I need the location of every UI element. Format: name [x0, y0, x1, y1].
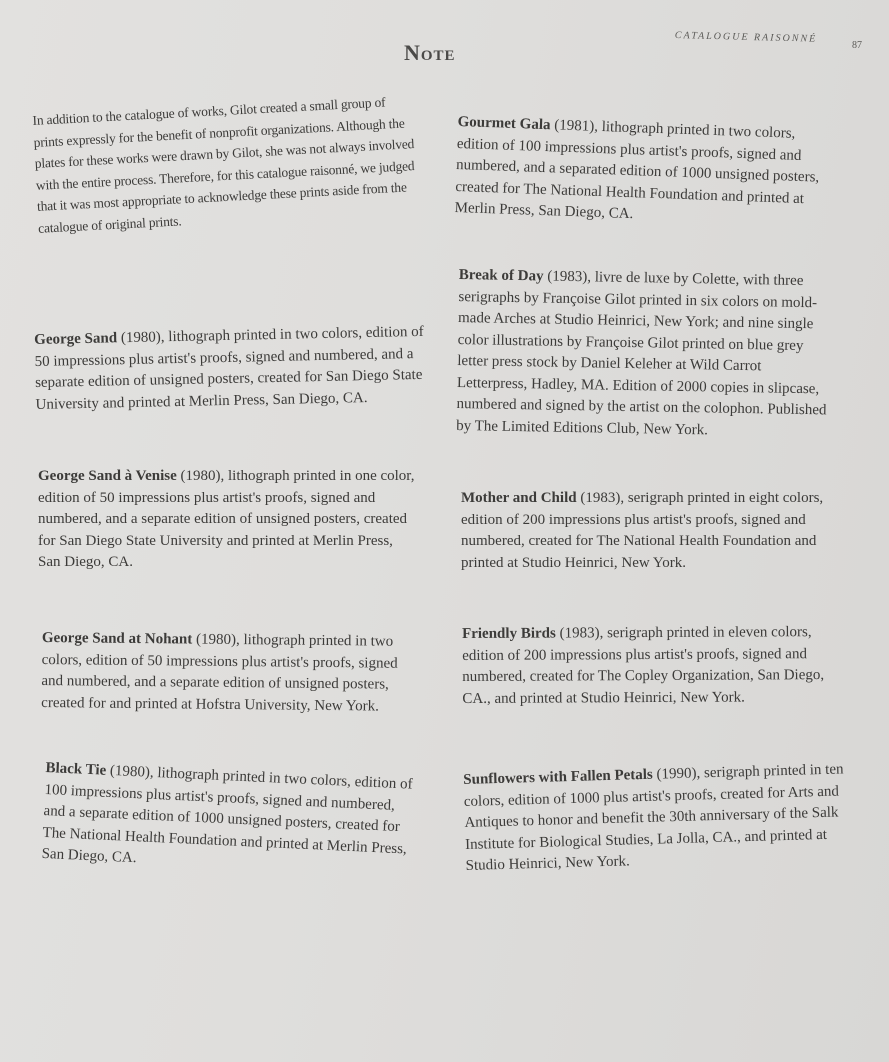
- entry-george-sand: [34, 322, 426, 416]
- entry-title: Friendly Birds: [462, 625, 556, 642]
- entry-text: (1983), livre de luxe by Colette, with three serigraphs by Françoise Gilot printed in six colors on mold-made Arches at Studio Heinrici, New York; and nine single color illustrations by Françoise Gilot printed on blue grey letter press stock by Daniel Keleher at Wild Carrot Letterpress, Hadley, MA. Edition of 2000 copies in slipcase, numbered and signed by the artist on the colophon. Published by The Limited Editions Club, New York.: [456, 268, 827, 438]
- entry-text: (1980), lithograph printed in two colors, edition of 50 impressions plus artist's proofs, signed and numbered, and a separate edition of unsigned posters, created for San Diego State University and printed at Merlin Press, San Diego, CA.: [34, 323, 424, 413]
- entry-mother-and-child: [461, 488, 843, 574]
- entry-text: (1983), serigraph printed in eleven colors, edition of 200 impressions plus artist's proofs, signed and numbered, created for The Copley Organization, San Diego, CA., and printed at Studio Heinrici, New York.: [462, 624, 825, 707]
- entry-title: George Sand at Nohant: [41, 629, 193, 648]
- intro-paragraph: In addition to the catalogue of works, Gilot created a small group of prints expressly for the benefit of nonprofit organizations. Although the plates for these works were drawn by Gilot, she was not always involved with the entire process. Therefore, for this catalogue raisonné, we judged that it was most appropriate to acknowledge these prints aside from the catalogue of original prints.: [32, 94, 415, 236]
- entry-gourmet-gala: [454, 112, 826, 232]
- entry-title: Gourmet Gala: [457, 113, 551, 134]
- entry-black-tie: [41, 758, 417, 882]
- entry-friendly-birds: [462, 622, 844, 710]
- entry-title: Black Tie: [45, 759, 107, 779]
- entry-title: George Sand: [34, 330, 118, 348]
- running-head: CATALOGUE RAISONNÉ: [674, 30, 818, 45]
- entry-george-sand-venise: [38, 466, 418, 574]
- entry-title: George Sand à Venise: [38, 468, 177, 484]
- entry-text: (1990), serigraph printed in ten colors, edition of 1000 plus artist's proofs, created for Arts and Antiques to honor and benefit the 30th anniversary of the Salk Institute for Biological Studies, La Jolla, CA., and printed at Studio Heinrici, New York.: [463, 761, 844, 874]
- entry-title: Sunflowers with Fallen Petals: [463, 766, 654, 788]
- entry-text: (1981), lithograph printed in two colors, edition of 100 impressions plus artist's proofs, signed and numbered, and a separated edition of 1000 unsigned posters, created for The National Health Foundation and printed at Merlin Press, San Diego, CA.: [454, 117, 820, 223]
- entry-break-of-day: [456, 265, 834, 444]
- entry-george-sand-nohant: [41, 628, 414, 718]
- entry-title: Break of Day: [458, 266, 544, 285]
- entry-text: (1980), lithograph printed in two colors, edition of 100 impressions plus artist's proofs, signed and numbered, and a separate edition of 1000 unsigned posters, created for The National Health Foundation and printed at Merlin Press, San Diego, CA.: [41, 762, 413, 867]
- entry-title: Mother and Child: [461, 490, 577, 506]
- entry-text: (1980), lithograph printed in two colors, edition of 50 impressions plus artist's proofs, signed and numbered, and a separate edition of unsigned posters, created for and printed at Hofstra University, New York.: [41, 631, 398, 715]
- page-number: 87: [852, 40, 862, 51]
- entry-text: (1980), lithograph printed in one color, edition of 50 impressions plus artist's proofs, signed and numbered, and a separate edition of unsigned posters, created for San Diego State University and printed at Merlin Press, San Diego, CA.: [38, 468, 415, 570]
- entry-sunflowers: [463, 759, 856, 877]
- page-title: Note: [404, 40, 456, 65]
- entry-text: (1983), serigraph printed in eight colors, edition of 200 impressions plus artist's proofs, signed and numbered, created for The National Health Foundation and printed at Studio Heinrici, New York.: [461, 490, 824, 571]
